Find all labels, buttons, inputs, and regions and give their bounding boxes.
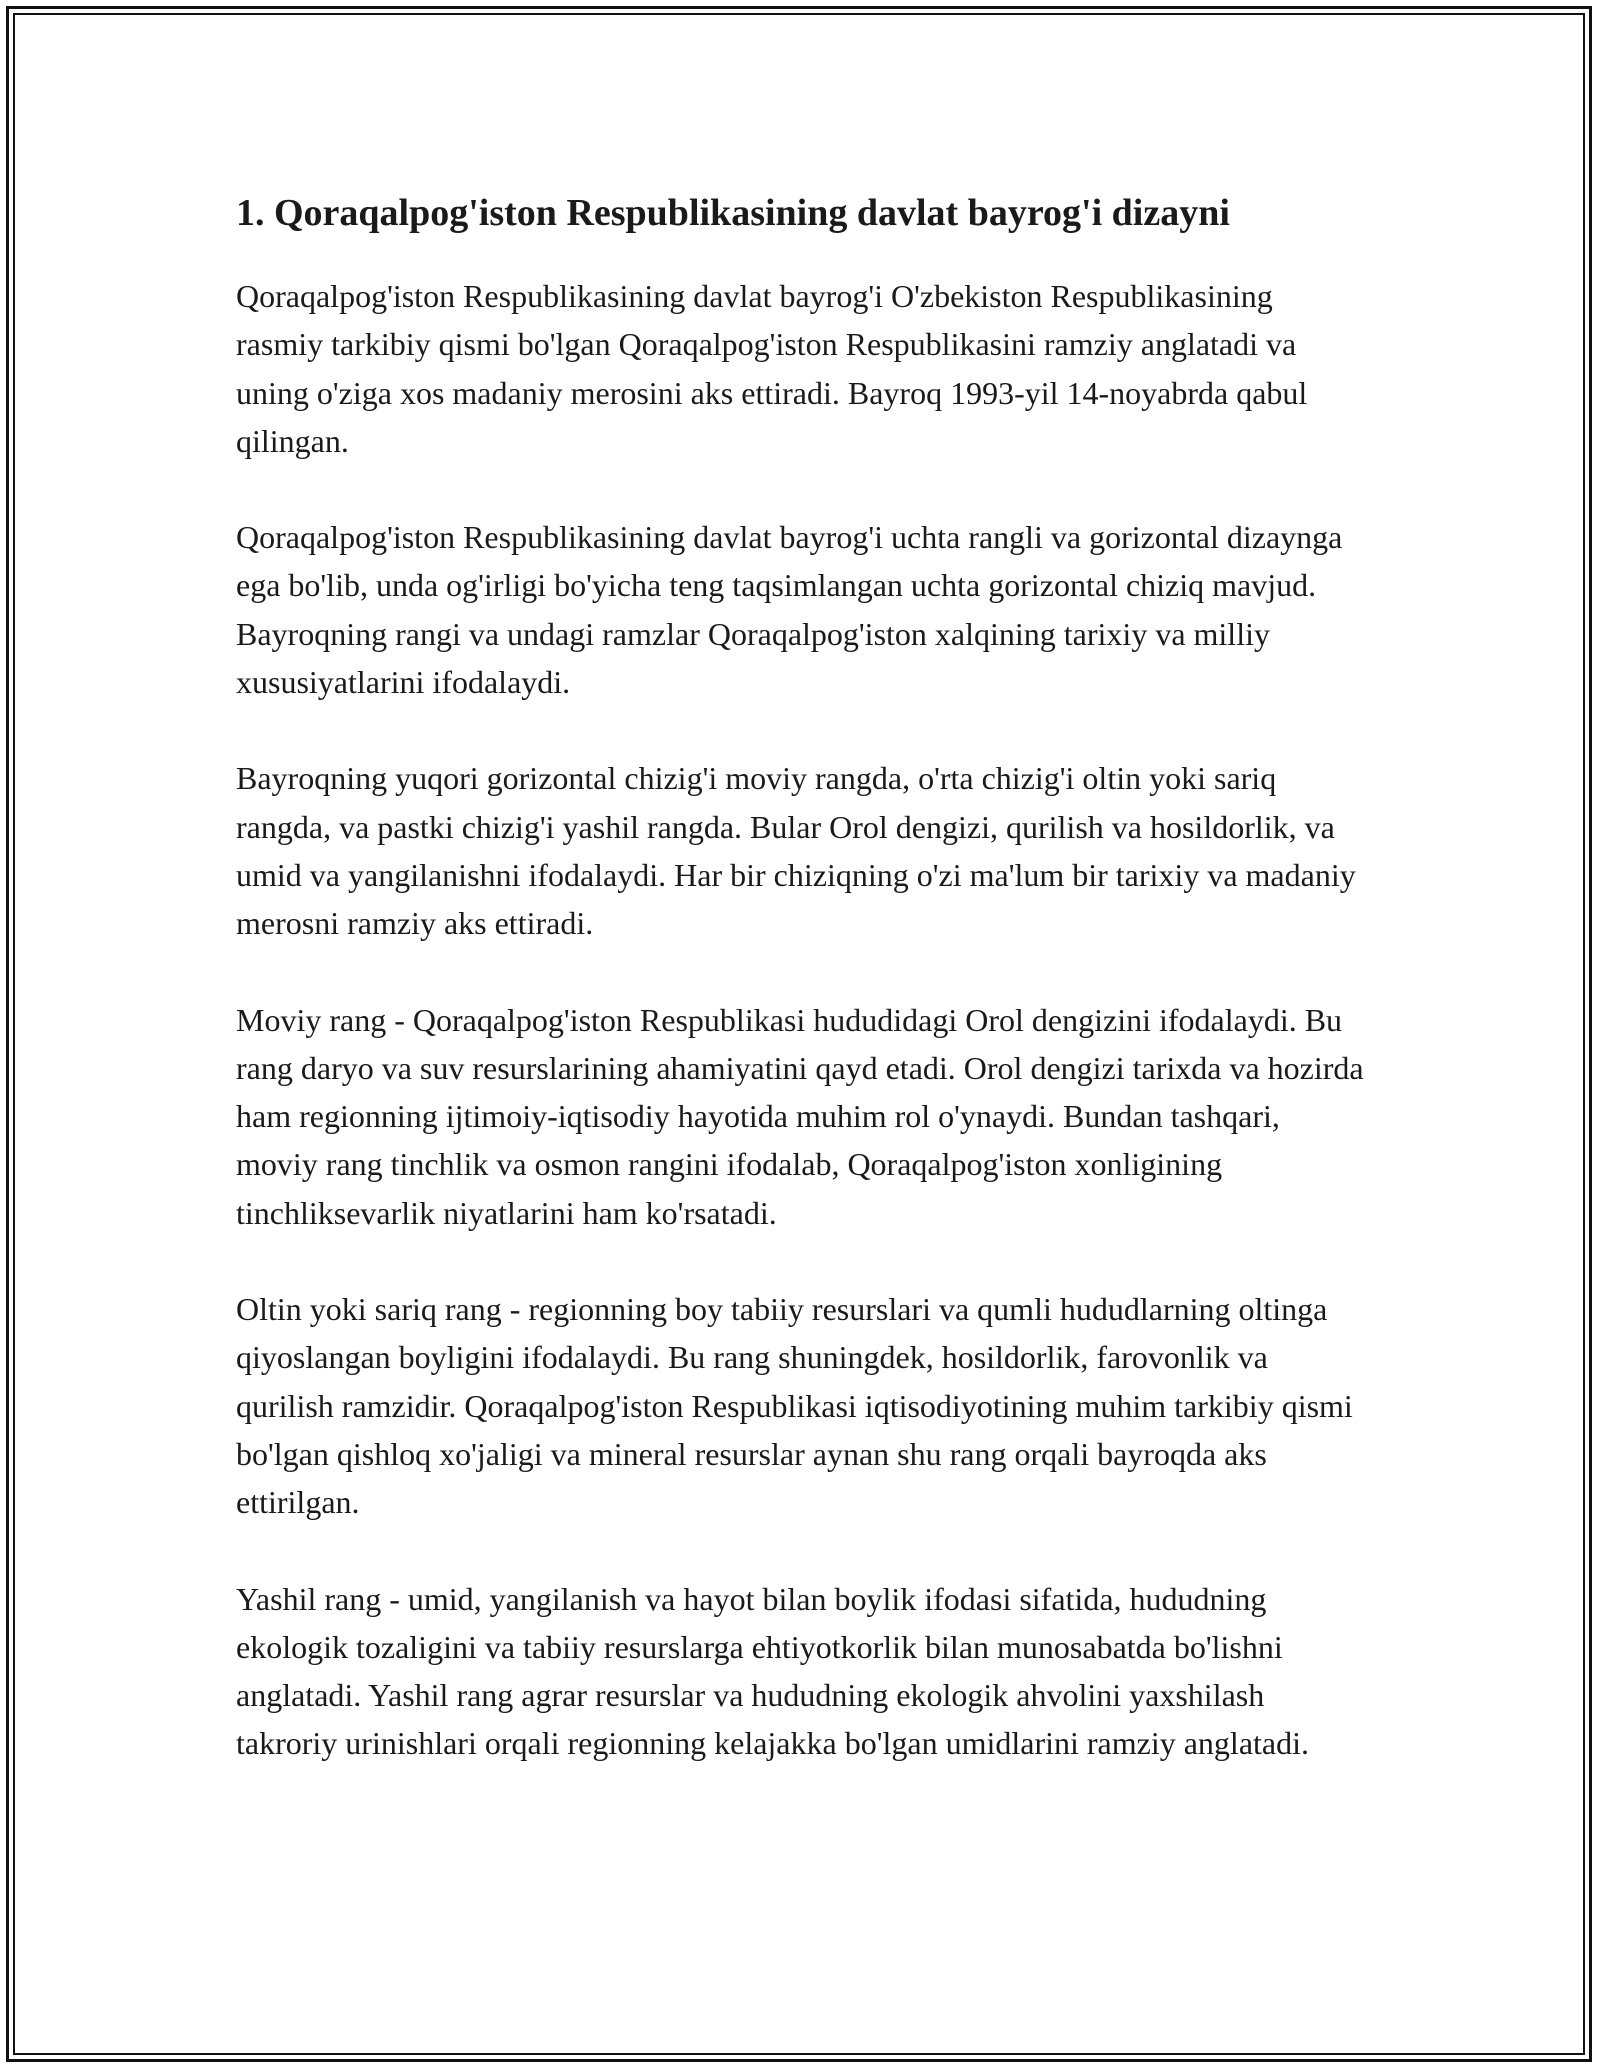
paragraph-gold: Oltin yoki sariq rang - regionning boy tabiiy resurslari va qumli hududlarning oltinga qiyoslangan boyligini ifodalaydi. Bu rang shuningdek, hosildorlik, farovonlik va qurilish ramzidir. Qoraqalpog'iston Respublikasi iqtisodiyotining muhim tarkibiy qismi bo'lgan qishloq xo'jaligi va mineral resurslar aynan shu rang orqali bayroqda aks ettirilgan. (236, 1291, 1353, 1521)
paragraph-intro: Qoraqalpog'iston Respublikasining davlat bayrog'i O'zbekiston Respublikasining rasmiy tarkibiy qismi bo'lgan Qoraqalpog'iston Respublikasini ramziy anglatadi va uning o'ziga xos madaniy merosini aks ettiradi. Bayroq 1993-yil 14-noyabrda qabul qilingan. (236, 278, 1308, 459)
paragraph-stripes: Bayroqning yuqori gorizontal chizig'i moviy rangda, o'rta chizig'i oltin yoki sariq rangda, va pastki chizig'i yashil rangda. Bular Orol dengizi, qurilish va hosildorlik, va umid va yangilanishni ifodalaydi. Har bir chiziqning o'zi ma'lum bir tarixiy va madaniy merosni ramziy aks ettiradi. (236, 760, 1356, 942)
paragraph-blue: Moviy rang - Qoraqalpog'iston Respublikasi hududidagi Orol dengizini ifodalaydi. Bu rang daryo va suv resurslarining ahamiyatini qayd etadi. Orol dengizi tarixda va hozirda ham regionning ijtimoiy-iqtisodiy hayotida muhim rol o'ynaydi. Bundan tashqari, moviy rang tinchlik va osmon rangini ifodalab, Qoraqalpog'iston xonligining tinchliksevarlik niyatlarini ham ko'rsatadi. (236, 1001, 1364, 1231)
section-heading: 1. Qoraqalpog'iston Respublikasining davlat bayrog'i dizayni (236, 192, 1230, 234)
document-body (236, 186, 1366, 1816)
paragraph-design: Qoraqalpog'iston Respublikasining davlat bayrog'i uchta rangli va gorizontal dizaynga ega bo'lib, unda og'irligi bo'yicha teng taqsimlangan uchta gorizontal chiziq mavjud. Bayroqning rangi va undagi ramzlar Qoraqalpog'iston xalqining tarixiy va milliy xususiyatlarini ifodalaydi. (236, 519, 1343, 701)
paragraph-green: Yashil rang - umid, yangilanish va hayot bilan boylik ifodasi sifatida, hududning ekologik tozaligini va tabiiy resurslarga ehtiyotkorlik bilan munosabatda bo'lishni anglatadi. Yashil rang agrar resurslar va hududning ekologik ahvolini yaxshilash takroriy urinishlari orqali regionning kelajakka bo'lgan umidlarini ramziy anglatadi. (236, 1580, 1309, 1762)
